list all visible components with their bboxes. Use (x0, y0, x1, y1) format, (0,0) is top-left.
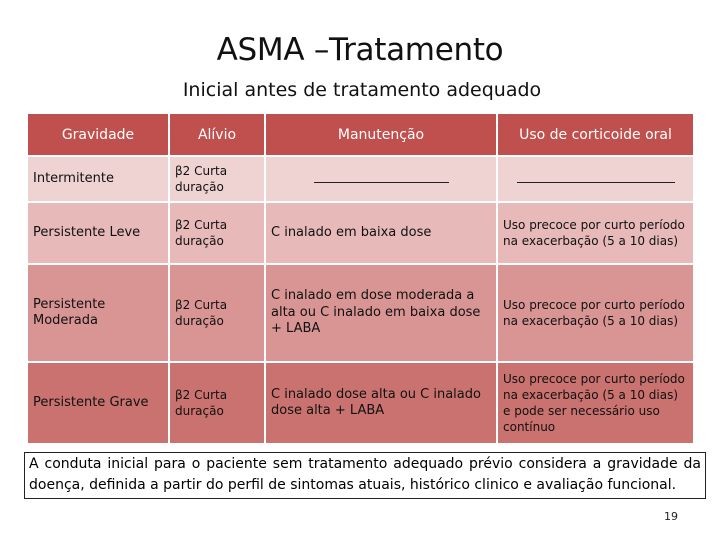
cell-gravidade: Persistente Leve (28, 203, 168, 262)
cell-corticoide: Uso precoce por curto período na exacerbação (5 a 10 dias) (498, 203, 693, 262)
cell-alivio: β2 Curta duração (170, 203, 264, 262)
header-corticoide: Uso de corticoide oral (498, 114, 693, 155)
cell-gravidade: Persistente Moderada (28, 265, 168, 361)
cell-manutencao: C inalado em dose moderada a alta ou C inalado em baixa dose + LABA (266, 265, 496, 361)
blank-line (517, 175, 675, 183)
table-row (28, 363, 693, 443)
slide-title: ASMA –Tratamento (216, 32, 504, 68)
cell-corticoide-empty (498, 157, 693, 201)
cell-gravidade: Intermitente (28, 157, 168, 201)
cell-alivio: β2 Curta duração (170, 363, 264, 443)
blank-line (314, 175, 449, 183)
cell-corticoide: Uso precoce por curto período na exacerbação (5 a 10 dias) (498, 265, 693, 361)
page-number: 19 (664, 510, 678, 523)
table-row (28, 157, 693, 201)
treatment-table (26, 112, 695, 445)
slide-subtitle: Inicial antes de tratamento adequado (182, 79, 542, 101)
cell-alivio: β2 Curta duração (170, 265, 264, 361)
table-row (28, 265, 693, 361)
cell-manutencao: C inalado dose alta ou C inalado dose alta + LABA (266, 363, 496, 443)
table-row (28, 203, 693, 262)
header-gravidade: Gravidade (28, 114, 168, 155)
cell-alivio: β2 Curta duração (170, 157, 264, 201)
cell-manutencao-empty (266, 157, 496, 201)
table-header-row (28, 114, 693, 155)
cell-manutencao: C inalado em baixa dose (266, 203, 496, 262)
header-manutencao: Manutenção (266, 114, 496, 155)
cell-corticoide: Uso precoce por curto período na exacerbação (5 a 10 dias) e pode ser necessário uso contínuo (498, 363, 693, 443)
header-alivio: Alívio (170, 114, 264, 155)
cell-gravidade: Persistente Grave (28, 363, 168, 443)
summary-note: A conduta inicial para o paciente sem tratamento adequado prévio considera a gravidade da doença, definida a partir do perfil de sintomas atuais, histórico clinico e avaliação funcional. (24, 452, 706, 499)
